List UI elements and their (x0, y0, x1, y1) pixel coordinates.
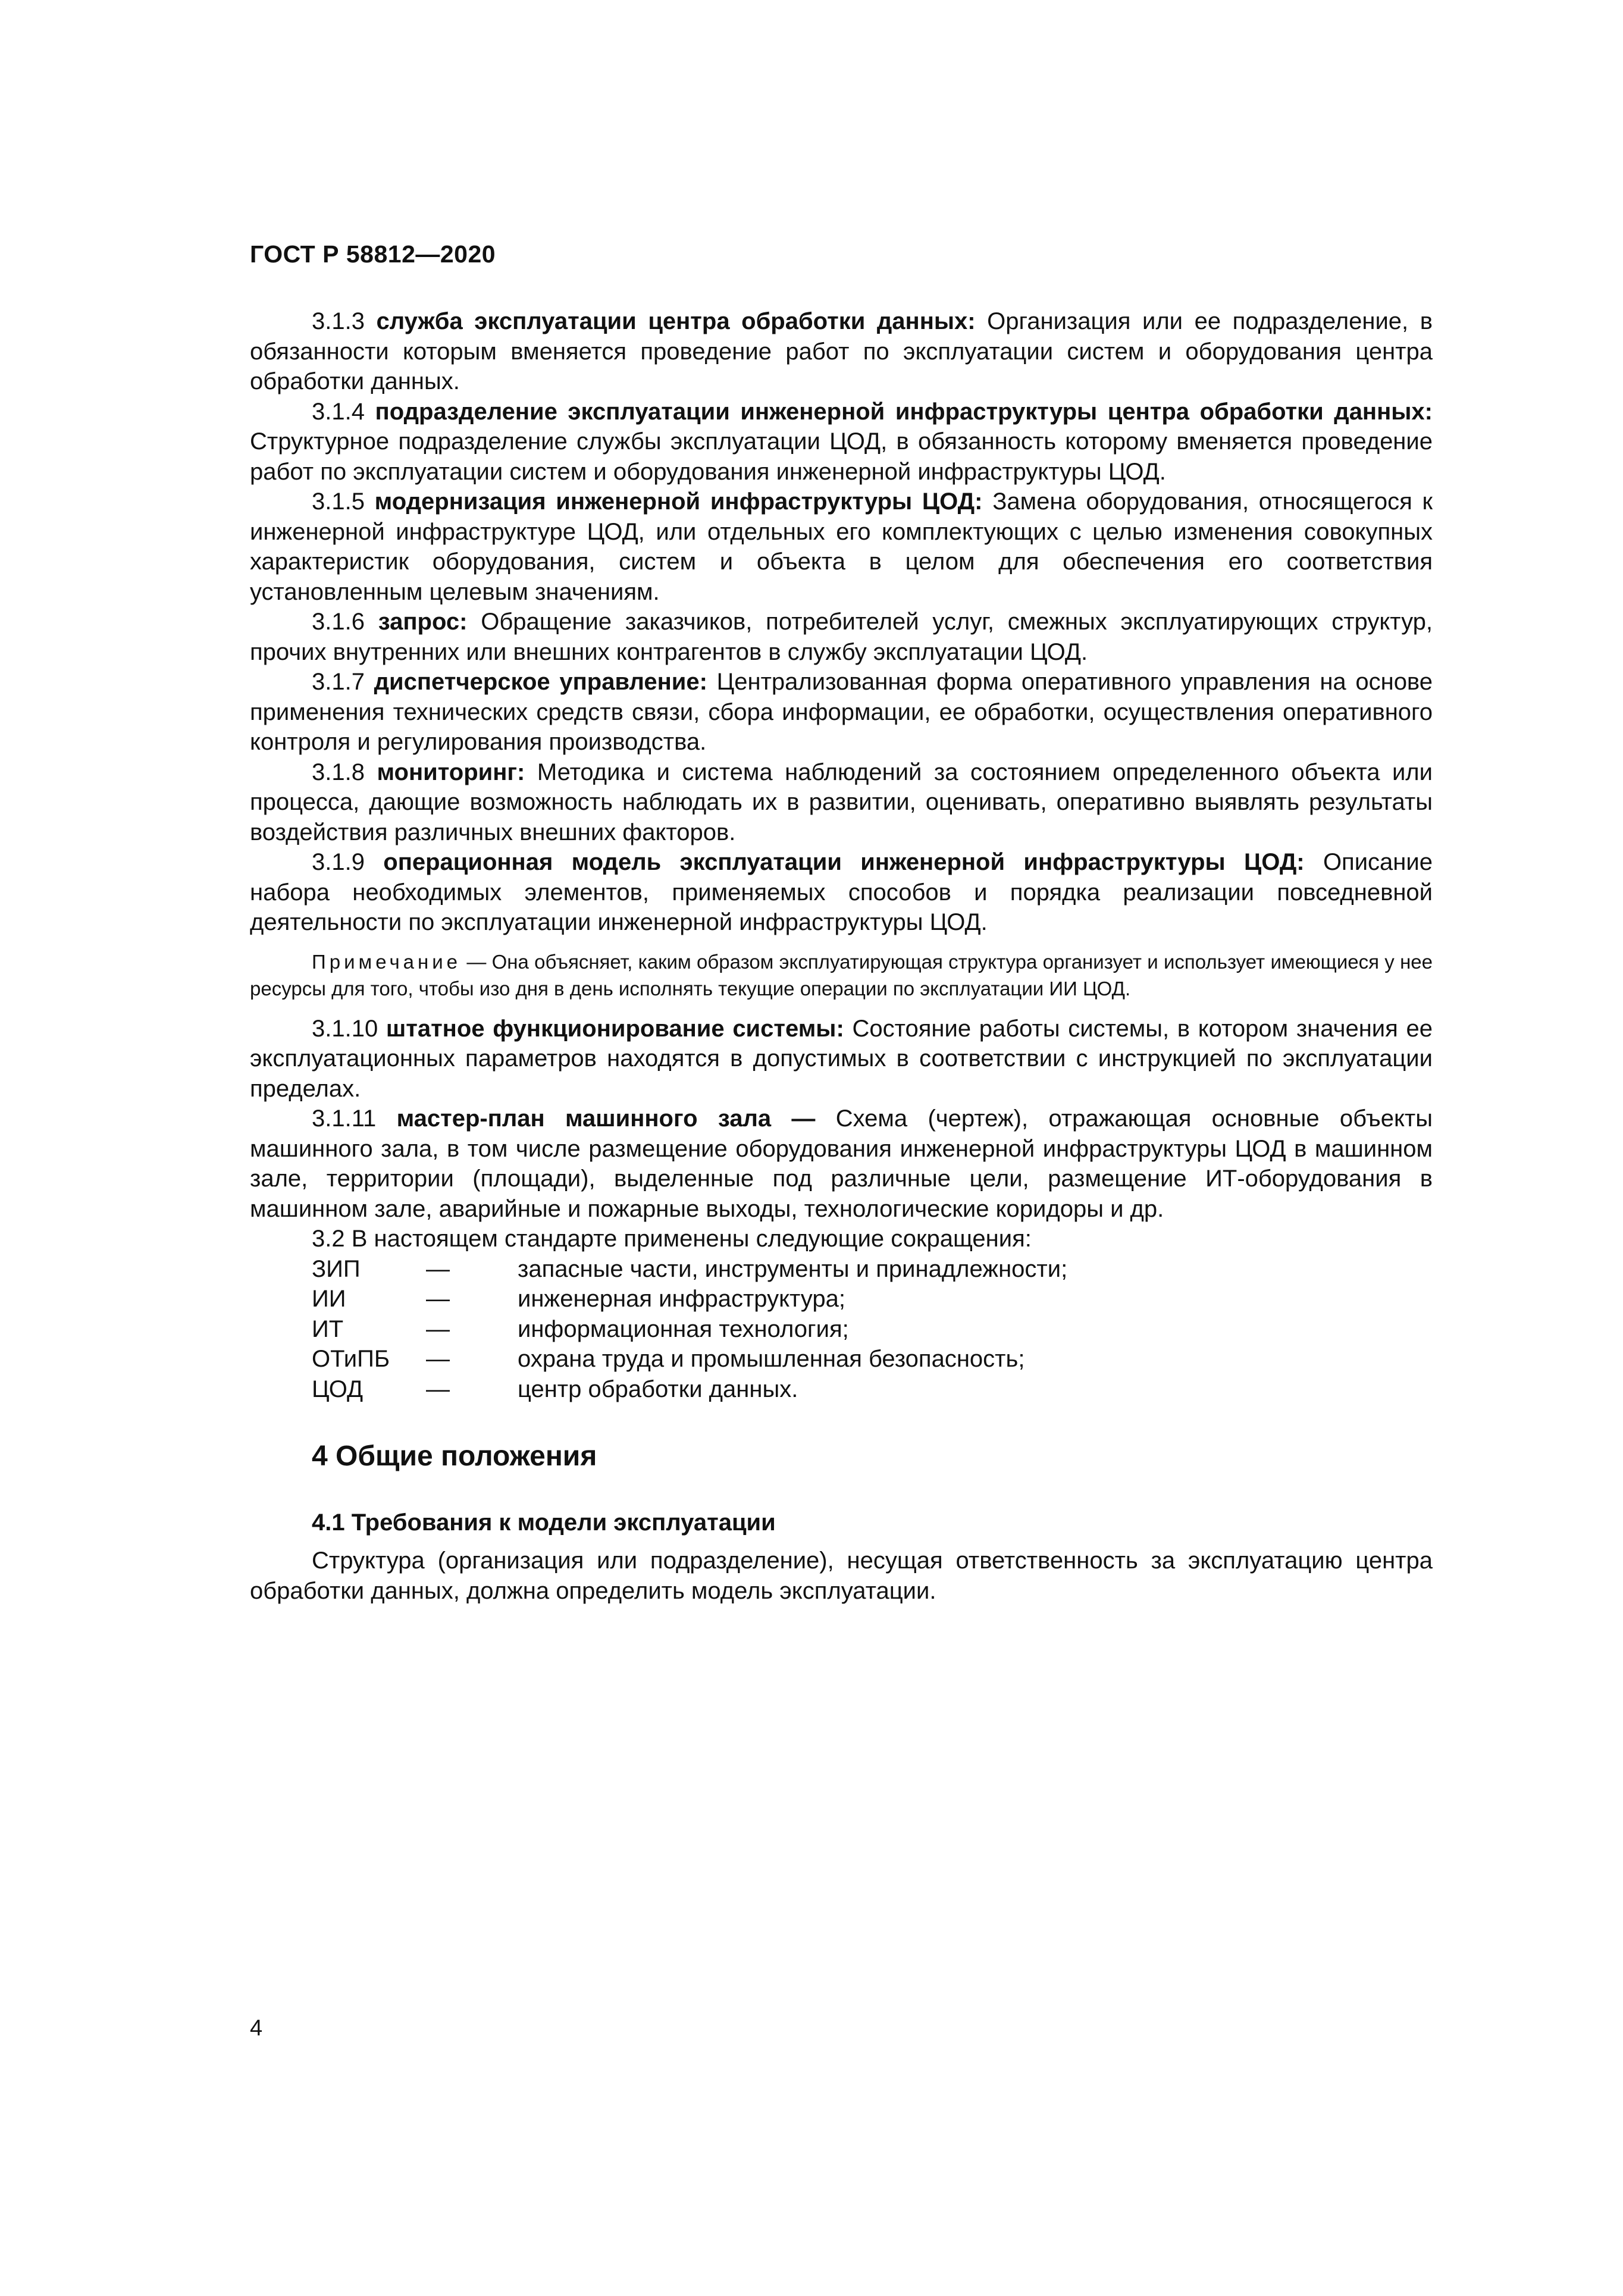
definition-number: 3.1.8 (312, 759, 365, 785)
abbreviation: ЗИП (312, 1255, 361, 1282)
abbreviation-meaning: информационная технология; (518, 1315, 849, 1342)
definition-3-1-5 (250, 487, 1433, 607)
abbreviation-row (312, 1344, 1067, 1374)
definition-term: штатное функционирование системы: (386, 1015, 844, 1042)
definition-text: Схема (чертеж), отражающая основные объекты машинного зала, в том числе размещение оборудования инженерной инфраструктуры ЦОД в машинном зале, территории (площади), выделенные под различные цели, размещение ИТ-оборудования в машинном зале, аварийные и пожарные выходы, технологические коридоры и др. (250, 1105, 1433, 1222)
abbreviation: ИИ (312, 1286, 346, 1312)
section-paragraph: Структура (организация или подразделение), несущая ответственность за эксплуатацию центра обработки данных, должна определить модель эксплуатации. (250, 1548, 1433, 1604)
definition-text: Описание набора необходимых элементов, применяемых способов и порядка реализации повседневной деятельности по эксплуатации инженерной инфраструктуры ЦОД. (250, 849, 1433, 935)
abbreviations-intro: 3.2 В настоящем стандарте применены следующие сокращения: (312, 1226, 1032, 1252)
definition-term: мастер-план машинного зала — (396, 1105, 816, 1132)
definition-text: Методика и система наблюдений за состоянием определенного объекта или процесса, дающие возможность наблюдать их в развитии, оценивать, оперативно выявлять результаты воздействия различных внешних факторов. (250, 759, 1433, 845)
definition-3-1-7 (250, 667, 1433, 757)
note (250, 948, 1433, 1002)
definition-text: Замена оборудования, относящегося к инженерной инфраструктуре ЦОД, или отдельных его комплектующих с целью изменения совокупных характеристик оборудования, систем и объекта в целом для обеспечения его соответствия установленным целевым значениям. (250, 488, 1433, 605)
definition-number: 3.1.9 (312, 849, 365, 875)
abbreviation-meaning: запасные части, инструменты и принадлежности; (518, 1255, 1068, 1282)
definition-3-1-8 (250, 757, 1433, 848)
definition-term: мониторинг: (377, 759, 525, 785)
subsection-title: 4.1 Требования к модели эксплуатации (312, 1509, 776, 1536)
definition-term: запрос: (378, 609, 468, 635)
definition-3-1-4 (250, 397, 1433, 487)
abbreviation-dash: — (426, 1286, 450, 1312)
definition-number: 3.1.11 (312, 1105, 377, 1132)
definition-term: диспетчерское управление: (374, 669, 707, 695)
abbreviations-table (312, 1254, 1067, 1405)
abbreviation-meaning: инженерная инфраструктура; (518, 1286, 845, 1312)
definition-text: Организация или ее подразделение, в обязанности которым вменяется проведение работ по эксплуатации систем и оборудования центра обработки данных. (250, 308, 1433, 394)
definition-text: Структурное подразделение службы эксплуатации ЦОД, в обязанность которому вменяется проведение работ по эксплуатации систем и оборудования инженерной инфраструктуры ЦОД. (250, 428, 1433, 485)
definition-number: 3.1.3 (312, 308, 365, 334)
definition-text: Централизованная форма оперативного управления на основе применения технических средств связи, сбора информации, ее обработки, осуществления оперативного контроля и регулирования производства. (250, 669, 1433, 755)
definition-number: 3.1.4 (312, 398, 365, 425)
document-body (250, 306, 1433, 1606)
abbreviation-row (312, 1284, 1067, 1314)
abbreviation: ИТ (312, 1315, 344, 1342)
definition-term: модернизация инженерной инфраструктуры ЦОД: (374, 488, 983, 515)
definition-term: подразделение эксплуатации инженерной инфраструктуры центра обработки данных: (375, 398, 1433, 425)
definition-term: операционная модель эксплуатации инженерной инфраструктуры ЦОД: (383, 849, 1305, 875)
abbreviation-dash: — (426, 1315, 450, 1342)
document-header: ГОСТ Р 58812—2020 (250, 240, 496, 268)
section-title: 4 Общие положения (312, 1440, 597, 1472)
abbreviation: ОТиПБ (312, 1346, 390, 1372)
definition-3-1-9 (250, 847, 1433, 938)
definition-text: Обращение заказчиков, потребителей услуг, смежных эксплуатирующих структур, прочих внутренних или внешних контрагентов в службу эксплуатации ЦОД. (250, 609, 1433, 665)
definition-3-1-6 (250, 607, 1433, 667)
definition-3-1-3 (250, 306, 1433, 397)
abbreviation-row (312, 1314, 1067, 1345)
definition-3-1-10 (250, 1014, 1433, 1104)
abbreviation-row (312, 1254, 1067, 1285)
abbreviation-row (312, 1374, 1067, 1405)
note-label: Примечание (312, 950, 462, 973)
definition-3-1-11 (250, 1104, 1433, 1224)
definition-number: 3.1.7 (312, 669, 365, 695)
note-text: — Она объясняет, каким образом эксплуатирующая структура организует и использует имеющиеся у нее ресурсы для того, чтобы изо дня в день исполнять текущие операции по эксплуатации ИИ ЦОД. (250, 950, 1433, 1000)
page-number: 4 (250, 2016, 263, 2041)
definition-text: Состояние работы системы, в котором значения ее эксплуатационных параметров находятся в допустимых в соответствии с инструкцией по эксплуатации пределах. (250, 1015, 1433, 1102)
definition-number: 3.1.5 (312, 488, 365, 515)
abbreviation-dash: — (426, 1376, 450, 1402)
definition-number: 3.1.6 (312, 609, 365, 635)
definition-term: служба эксплуатации центра обработки данных: (376, 308, 976, 334)
abbreviation: ЦОД (312, 1376, 364, 1402)
abbreviation-dash: — (426, 1346, 450, 1372)
abbreviation-meaning: охрана труда и промышленная безопасность; (518, 1346, 1025, 1372)
definition-number: 3.1.10 (312, 1015, 378, 1042)
abbreviation-meaning: центр обработки данных. (518, 1376, 798, 1402)
abbreviation-dash: — (426, 1255, 450, 1282)
